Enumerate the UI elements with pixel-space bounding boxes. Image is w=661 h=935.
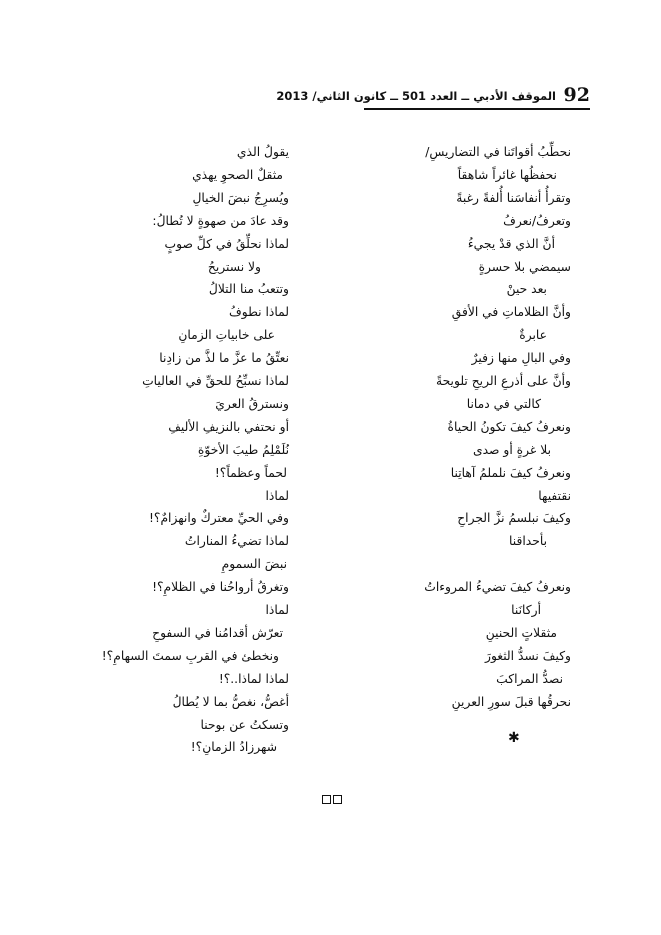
poem-line: ونعرفُ كيفَ نلملمُ آهاتِنا [450, 465, 571, 480]
poem-line: سيمضي بلا حسرةٍ [478, 259, 571, 274]
poem-line: وأنَّ الظلاماتِ في الأفقِ [451, 305, 571, 320]
poem-line: أغصُّ، نغصُّ بما لا يُطالُ [172, 694, 289, 709]
poem-line: على خابياتِ الزمانِ [178, 328, 275, 343]
poem-line: وتسكتُ عن بوحنا [200, 717, 289, 732]
poem-line: وتقرأُ أنفاسَنا أُلفةً رغبةً [456, 190, 571, 205]
poem-line: وكيفَ نسدُّ الثغورَ [485, 648, 571, 663]
poem-line: لحماً وعظماً؟! [214, 465, 287, 480]
poem-line: يقولُ الذي [236, 145, 289, 159]
poem-line: لماذا [265, 488, 289, 503]
poem-line: بلا غرةٍ أو صدى [472, 442, 551, 457]
poem-line: نحرقُها قبلَ سورِ العرينِ [451, 694, 571, 709]
poem-line: ونعرفُ كيفَ تضيءُ المروءاتُ [424, 580, 571, 595]
poem-line: مثقلاتٍ الحنينِ [485, 625, 557, 640]
poem-line: وفي الحيِّ معتركٌ وانهزامٌ؟! [148, 511, 289, 526]
poem-line: ونسترقُ العريَ [215, 396, 289, 411]
page-number: 92 [563, 84, 590, 106]
poem-line: لماذا لماذا..؟! [218, 671, 289, 686]
poem-line: وقد عادَ من صهوةٍ لا تُطالُ: [152, 213, 289, 228]
poem-line: أنَّ الذي قدْ يجيءُ [467, 236, 555, 251]
poem-line: ونخطئ في القربِ سمتَ السهامِ؟! [101, 648, 279, 663]
poem-line: وأنَّ على أذرعِ الريحِ تلويحةً [436, 374, 571, 388]
running-title: الموقف الأدبي ــ العدد 501 ــ كانون الثاني/ 2013 [276, 89, 556, 103]
poem-line: نعتِّقُ ما عزَّ ما لذَّ من زادِنا [159, 351, 289, 366]
poem-line: لماذا [265, 603, 289, 617]
poem-line: لماذا نطوفُ [228, 305, 289, 320]
header-rule [364, 108, 590, 110]
asterisk-separator: ✱ [508, 730, 520, 746]
poem-line: لماذا نسبِّحُ للحقِّ في العالياتِ [142, 374, 289, 388]
poem-line: أو نحتفي بالنزيفِ الأليفِ [168, 419, 289, 434]
footer-ornament-icon [322, 795, 342, 804]
poem-line: وتعرفُ/نعرفُ [503, 213, 571, 228]
poem-line: ونعرفُ كيفَ تكونُ الحياةُ [447, 419, 571, 434]
poem-line: وكيفَ نبلسمُ نزَّ الجراحِ [457, 511, 571, 526]
poem-line: لماذا نحلِّقُ في كلِّ صوبٍ [164, 236, 289, 251]
running-header [276, 84, 590, 108]
poem-line: نقتفيها [538, 488, 571, 503]
poem-line: عابرةٌ [519, 328, 547, 343]
poem-line: لماذا تضيءُ المناراتُ [184, 534, 289, 549]
poem-line: كالتي في دمانا [466, 396, 541, 411]
poem-line: ولا نستريحُ [207, 259, 261, 274]
poem-line: نحفظُها غائراً شاهقاً [457, 167, 557, 182]
poem-line: وفي البالِ منها زفيرٌ [471, 351, 571, 366]
poem-line: مثقلٌ الصحوِ يهذي [192, 167, 283, 182]
poem-line: نصدُّ المراكبَ [496, 671, 563, 686]
poem-line: بأحداقنا [509, 534, 547, 549]
poem-line: نُلَمْلِمُ طيبَ الأخوّةِ [197, 442, 289, 457]
poem-line: وتغرقُ أرواحُنا في الظلامِ؟! [152, 580, 289, 595]
poem-line: بعد حينْ [506, 282, 547, 297]
poem-line: نبضَ السمومِ [221, 557, 287, 572]
poem-line: ويُسرِجُ نبضَ الخيالِ [192, 190, 289, 205]
poem-line: وتتعبُ منا التلالُ [208, 282, 289, 297]
poem-line: تعرّش أقدامُنا في السفوحِ [152, 625, 283, 640]
poem-line: أركانَنا [511, 603, 541, 617]
poem-line: نحطِّبُ أقواتَنا في التضاريسِ/ [425, 145, 571, 159]
poem-line: شهرزادُ الزمانِ؟! [190, 740, 277, 755]
